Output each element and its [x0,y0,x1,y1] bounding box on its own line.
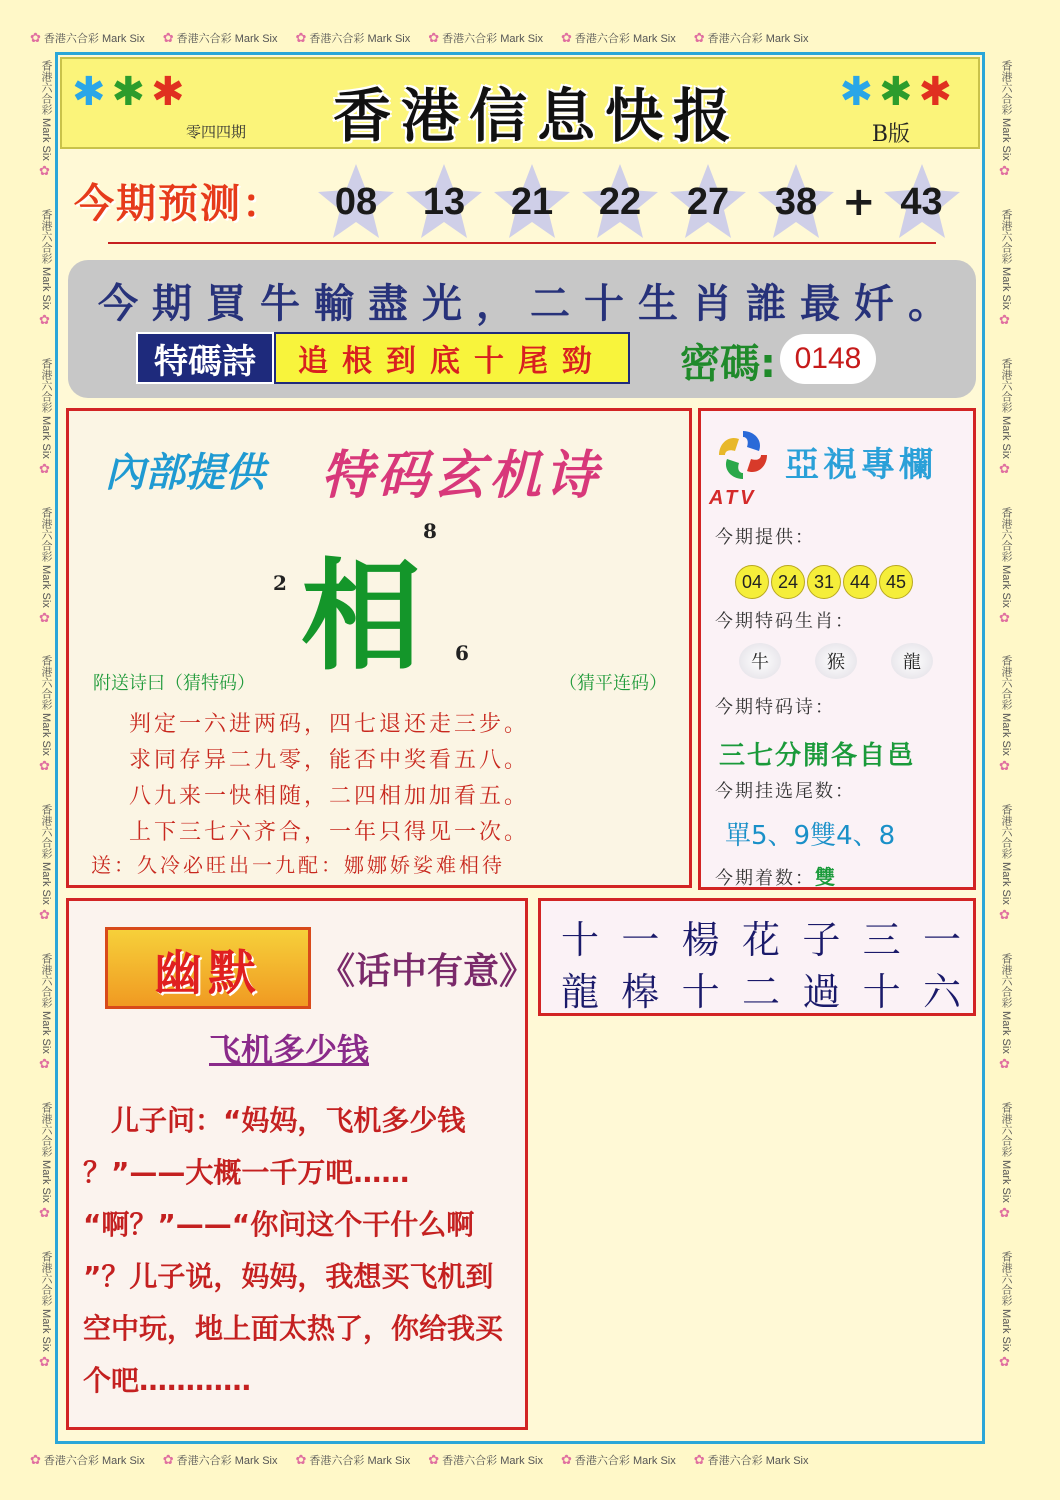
watermark-item: ✿ 香港六合彩 Mark Six [30,30,145,45]
flower-icon: ✿ [162,30,174,45]
verse-line: 判定一六进两码，四七退还走三步。 [129,712,530,737]
watermark-item: ✿ 香港六合彩 Mark Six [162,1452,278,1467]
watermark-item: ✿ 香港六合彩 Mark Six [693,1452,809,1467]
flower-icon: ✿ [998,1354,1014,1370]
slogan-text: 今期買牛輸盡光，二十生肖誰最奷。 [98,281,962,327]
poem-text: 追根到底十尾勁 [274,332,630,384]
flower-icon: ✿ [998,312,1014,328]
flower-icon: ✿ [561,30,572,45]
prediction-number: 13 [400,162,488,242]
verse-line: 求同存异二九零，能否中奖看五八。 [129,748,530,773]
number-balls [735,565,913,599]
flower-icon: ✿ [38,1354,54,1370]
watermark-item: ✿ 香港六合彩 Mark Six [38,208,54,328]
zodiac-item: 牛 [739,643,781,679]
number-ball: 31 [807,565,841,599]
watermark-item: ✿ 香港六合彩 Mark Six [38,1250,54,1370]
number-ball: 45 [879,565,913,599]
prediction-row [62,162,978,242]
riddle-char: 子 [802,918,841,962]
divider [108,242,936,244]
flower-icon: ✿ [38,1205,54,1221]
number-ball: 24 [771,565,805,599]
zodiac-label: 今期特码生肖： [715,611,855,632]
count-label: 今期着数： [715,868,815,889]
watermark-item: ✿ 香港六合彩 Mark Six [38,506,54,626]
watermark-item: ✿ 香港六合彩 Mark Six [998,357,1014,477]
atv-logo-text: ATV [709,487,757,509]
flower-icon: ✿ [998,1205,1014,1221]
watermark-item: ✿ 香港六合彩 Mark Six [295,30,411,45]
humor-panel [66,898,536,1430]
watermark-item: ✿ 香港六合彩 Mark Six [998,60,1014,179]
asterisk-decor-left-icon: ✱✱✱ [72,69,191,115]
riddle-char: 二 [741,970,780,1014]
code-label: 密碼: [680,341,776,387]
riddle-char: 過 [802,970,841,1014]
watermark-strip-bottom [30,1450,1030,1470]
special-number: 43 [878,162,966,242]
humor-line: 空中玩，地上面太热了，你给我买 [83,1312,504,1345]
edition-label: B版 [871,122,910,147]
prediction-number: 27 [664,162,752,242]
flower-icon: ✿ [30,30,41,45]
watermark-item: ✿ 香港六合彩 Mark Six [998,804,1014,924]
verse-line: 上下三七六齐合，一年只得见一次。 [129,820,530,845]
riddle-char: 花 [741,918,780,962]
hint-left: 附送诗曰（猜特码） [93,673,255,694]
column-title: 亞視專欄 [785,445,937,485]
watermark-strip-top [30,28,1030,48]
humor-line: ”？儿子说，妈妈，我想买飞机到 [83,1260,494,1293]
watermark-item: ✿ 香港六合彩 Mark Six [998,1101,1014,1221]
watermark-strip-left [36,60,56,1440]
flower-icon: ✿ [998,908,1014,924]
watermark-item: ✿ 香港六合彩 Mark Six [162,30,278,45]
watermark-item: ✿ 香港六合彩 Mark Six [998,953,1014,1072]
humor-line: 个吧………… [83,1364,252,1397]
flower-icon: ✿ [561,1452,572,1467]
prediction-number: 21 [488,162,576,242]
flower-icon: ✿ [428,1452,440,1467]
watermark-item: ✿ 香港六合彩 Mark Six [30,1452,145,1467]
prediction-number: 22 [576,162,664,242]
zodiac-item: 猴 [815,643,857,679]
verse-line: 八九来一快相随，二四相加加看五。 [129,784,530,809]
watermark-item: ✿ 香港六合彩 Mark Six [998,208,1014,328]
zodiac-list [739,643,933,679]
prediction-number: 08 [312,162,400,242]
watermark-item: ✿ 香港六合彩 Mark Six [998,1250,1014,1370]
watermark-item: ✿ 香港六合彩 Mark Six [38,953,54,1072]
prediction-number: 38 [752,162,840,242]
prediction-numbers [312,162,966,242]
watermark-item: ✿ 香港六合彩 Mark Six [428,30,543,45]
poem-label: 今期特码诗： [715,697,835,718]
humor-subtitle: 《话中有意》 [319,951,536,992]
count-value: 雙 [815,865,837,889]
watermark-item: ✿ 香港六合彩 Mark Six [561,30,676,45]
watermark-item: ✿ 香港六合彩 Mark Six [693,30,809,45]
riddle-char: 十 [681,970,720,1014]
flower-icon: ✿ [38,461,54,477]
atv-poem: 三七分開各自邑 [719,741,916,771]
humor-badge: 幽默 [105,927,311,1009]
riddle-row [561,961,961,1016]
riddle-char: 一 [621,918,660,962]
count-row [715,861,837,890]
flower-icon: ✿ [693,30,705,45]
humor-line: “啊？”——“你问这个干什么啊 [83,1208,475,1241]
flower-icon: ✿ [38,1056,54,1072]
flower-icon: ✿ [295,30,307,45]
clue-character: 相 [301,548,421,687]
header-banner [60,57,980,149]
flower-icon: ✿ [998,163,1014,179]
humor-line: 儿子问：“妈妈，飞机多少钱 [83,1104,466,1137]
watermark-strip-right [996,60,1016,1440]
flower-icon: ✿ [38,163,54,179]
riddle-char: 一 [922,918,961,962]
riddle-char: 龍 [561,970,600,1014]
riddle-char: 三 [862,918,901,962]
watermark-item: ✿ 香港六合彩 Mark Six [38,655,54,775]
internal-tag: 內部提供 [105,450,265,496]
watermark-item: ✿ 香港六合彩 Mark Six [561,1452,676,1467]
number-ball: 44 [843,565,877,599]
riddle-poem-panel [66,408,692,888]
clue-number-left: 2 [273,571,287,595]
poem-heading: 特码玄机诗 [321,446,602,506]
riddle-char: 槔 [621,970,660,1014]
page-title: 香港信息快报 [332,82,741,150]
asterisk-decor-right-icon: ✱✱✱ [839,69,958,115]
riddle-char: 十 [561,918,600,962]
riddle-char: 楊 [681,918,720,962]
code-value: 0148 [780,334,876,384]
prediction-label: 今期预测： [74,181,284,227]
flower-icon: ✿ [38,908,54,924]
atv-column [698,408,976,890]
watermark-item: ✿ 香港六合彩 Mark Six [295,1452,411,1467]
hint-right: （猜平连码） [559,673,667,694]
flower-icon: ✿ [38,312,54,328]
flower-icon: ✿ [295,1452,307,1467]
flower-icon: ✿ [30,1452,41,1467]
flower-icon: ✿ [998,759,1014,775]
flower-icon: ✿ [162,1452,174,1467]
tails-value: 單5、9雙4、8 [725,821,896,851]
riddle-char: 六 [922,970,961,1014]
issue-number: 零四四期 [186,123,247,141]
watermark-item: ✿ 香港六合彩 Mark Six [998,506,1014,626]
numbers-label: 今期提供： [715,527,815,548]
slogan-box [68,260,976,398]
tails-label: 今期挂选尾数： [715,781,855,802]
riddle-char: 十 [862,970,901,1014]
watermark-item: ✿ 香港六合彩 Mark Six [38,804,54,924]
flower-icon: ✿ [428,30,440,45]
watermark-item: ✿ 香港六合彩 Mark Six [428,1452,543,1467]
watermark-item: ✿ 香港六合彩 Mark Six [38,1101,54,1221]
zodiac-item: 龍 [891,643,933,679]
riddle-row [561,909,961,964]
watermark-item: ✿ 香港六合彩 Mark Six [38,60,54,179]
flower-icon: ✿ [998,1056,1014,1072]
flower-icon: ✿ [998,461,1014,477]
atv-logo-icon [713,425,773,485]
watermark-item: ✿ 香港六合彩 Mark Six [998,655,1014,775]
flower-icon: ✿ [998,610,1014,626]
flower-icon: ✿ [693,1452,705,1467]
humor-title: 飞机多少钱 [209,1031,370,1069]
clue-number-bottom: 6 [455,641,469,665]
number-ball: 04 [735,565,769,599]
humor-line: ？”——大概一千万吧…… [83,1156,410,1189]
clue-number-top: 8 [423,519,437,543]
flower-icon: ✿ [38,610,54,626]
gift-line: 送：久冷必旺出一九配：娜娜娇娑难相待 [91,853,505,877]
poem-tag: 特碼詩 [136,332,274,384]
riddle-box [538,898,976,1016]
plus-sign: + [842,179,876,225]
watermark-item: ✿ 香港六合彩 Mark Six [38,357,54,477]
flower-icon: ✿ [38,759,54,775]
